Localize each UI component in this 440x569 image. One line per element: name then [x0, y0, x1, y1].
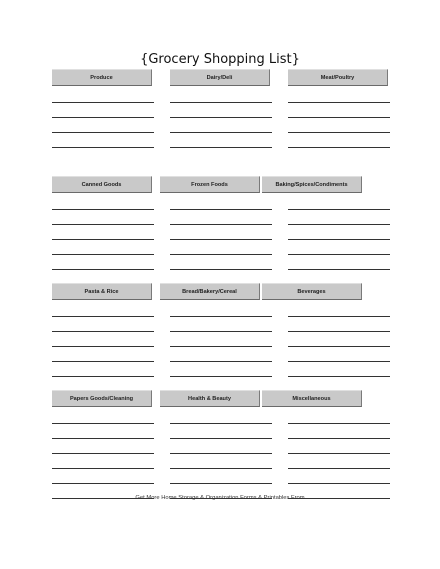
write-in-line[interactable] — [52, 254, 154, 255]
category-header: Papers Goods/Cleaning — [52, 390, 152, 407]
write-in-line[interactable] — [170, 438, 272, 439]
write-in-line[interactable] — [52, 361, 154, 362]
write-in-line[interactable] — [288, 239, 390, 240]
write-in-line[interactable] — [170, 331, 272, 332]
write-in-line[interactable] — [288, 269, 390, 270]
write-in-line[interactable] — [288, 483, 390, 484]
write-in-line[interactable] — [288, 438, 390, 439]
write-in-line[interactable] — [52, 239, 154, 240]
write-in-line[interactable] — [170, 209, 272, 210]
write-in-line[interactable] — [52, 346, 154, 347]
category-header: Produce — [52, 69, 152, 86]
write-in-line[interactable] — [170, 483, 272, 484]
category-header: Dairy/Deli — [170, 69, 270, 86]
write-in-line[interactable] — [288, 423, 390, 424]
category-block — [170, 283, 272, 392]
category-header: Bread/Bakery/Cereal — [160, 283, 260, 300]
write-in-line[interactable] — [288, 453, 390, 454]
write-in-line[interactable] — [288, 209, 390, 210]
write-in-line[interactable] — [288, 346, 390, 347]
write-in-line[interactable] — [288, 361, 390, 362]
category-block — [170, 390, 272, 499]
category-block — [52, 176, 154, 285]
write-in-line[interactable] — [170, 468, 272, 469]
footer-note: Get More Home Storage & Organization Forms & Printables From — [135, 495, 305, 501]
write-in-line[interactable] — [52, 132, 154, 133]
write-in-line[interactable] — [52, 117, 154, 118]
write-in-line[interactable] — [288, 117, 390, 118]
category-header: Canned Goods — [52, 176, 152, 193]
category-block — [170, 176, 272, 285]
write-in-line[interactable] — [170, 376, 272, 377]
category-header: Frozen Foods — [160, 176, 260, 193]
write-in-line[interactable] — [52, 102, 154, 103]
write-in-line[interactable] — [52, 316, 154, 317]
write-in-line[interactable] — [52, 147, 154, 148]
page-title: {Grocery Shopping List} — [140, 52, 300, 67]
category-block — [288, 283, 390, 392]
write-in-line[interactable] — [288, 224, 390, 225]
write-in-line[interactable] — [52, 376, 154, 377]
category-header: Baking/Spices/Condiments — [262, 176, 362, 193]
write-in-line[interactable] — [170, 423, 272, 424]
write-in-line[interactable] — [52, 209, 154, 210]
write-in-line[interactable] — [170, 117, 272, 118]
write-in-line[interactable] — [170, 254, 272, 255]
write-in-line[interactable] — [52, 331, 154, 332]
write-in-line[interactable] — [288, 102, 390, 103]
write-in-line[interactable] — [52, 269, 154, 270]
category-block — [288, 69, 390, 178]
category-header: Health & Beauty — [160, 390, 260, 407]
category-block — [170, 69, 272, 178]
write-in-line[interactable] — [170, 316, 272, 317]
write-in-line[interactable] — [170, 102, 272, 103]
write-in-line[interactable] — [170, 346, 272, 347]
write-in-line[interactable] — [170, 224, 272, 225]
write-in-line[interactable] — [288, 331, 390, 332]
write-in-line[interactable] — [170, 147, 272, 148]
category-block — [275, 176, 390, 285]
write-in-line[interactable] — [52, 438, 154, 439]
write-in-line[interactable] — [170, 239, 272, 240]
write-in-line[interactable] — [288, 254, 390, 255]
category-header: Miscellaneous — [262, 390, 362, 407]
write-in-line[interactable] — [170, 361, 272, 362]
write-in-line[interactable] — [170, 132, 272, 133]
write-in-line[interactable] — [52, 423, 154, 424]
write-in-line[interactable] — [52, 483, 154, 484]
write-in-line[interactable] — [170, 453, 272, 454]
write-in-line[interactable] — [52, 468, 154, 469]
category-header: Pasta & Rice — [52, 283, 152, 300]
write-in-line[interactable] — [52, 224, 154, 225]
write-in-line[interactable] — [170, 269, 272, 270]
category-block — [52, 283, 154, 392]
category-block — [288, 390, 390, 499]
write-in-line[interactable] — [288, 376, 390, 377]
category-block — [52, 69, 154, 178]
write-in-line[interactable] — [52, 453, 154, 454]
category-header: Beverages — [262, 283, 362, 300]
category-block — [52, 390, 154, 499]
write-in-line[interactable] — [288, 316, 390, 317]
category-header: Meat/Poultry — [288, 69, 388, 86]
write-in-line[interactable] — [288, 468, 390, 469]
write-in-line[interactable] — [288, 147, 390, 148]
write-in-line[interactable] — [288, 132, 390, 133]
